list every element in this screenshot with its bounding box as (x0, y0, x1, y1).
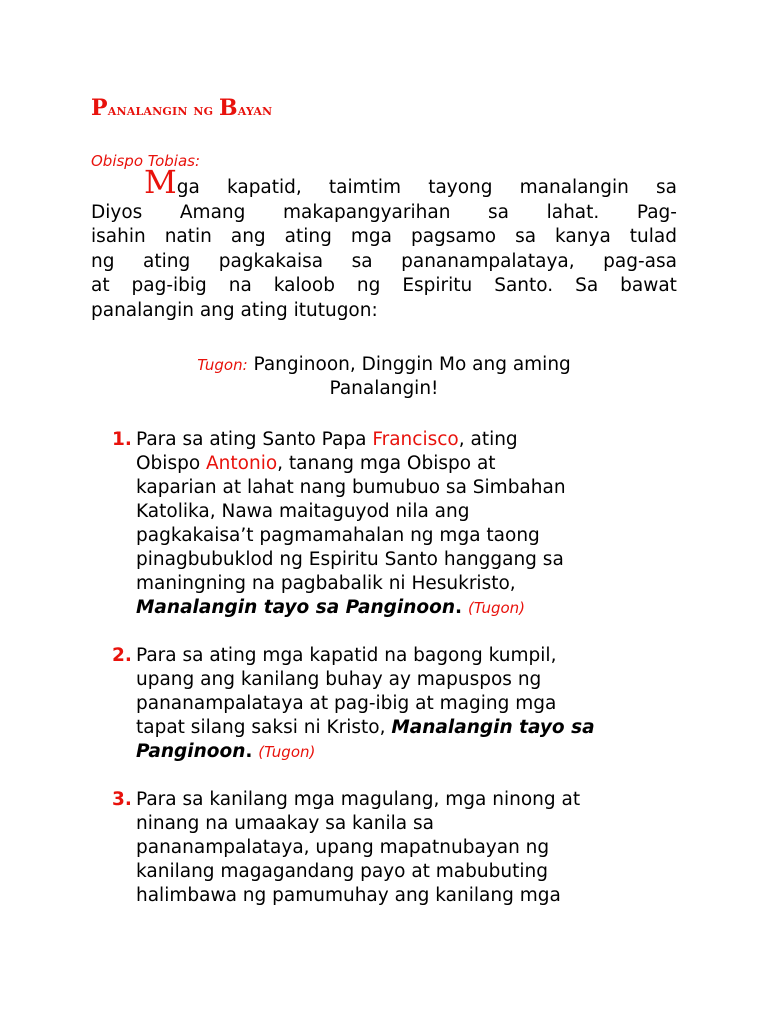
intro-word: Sa (575, 275, 599, 296)
petition-text: pananampalataya at pag-ibig at maging mga (136, 693, 557, 714)
intro-word: pag-asa (603, 250, 677, 272)
intro-word: mga (350, 226, 392, 247)
petition-line (136, 692, 698, 716)
intro-paragraph (91, 163, 677, 323)
intro-word: ang (230, 226, 266, 247)
intro-word: ating (142, 250, 191, 272)
petition-text: upang ang kanilang buhay ay mapuspos ng (136, 669, 542, 690)
intro-word: Espiritu (402, 275, 473, 296)
petition-item (112, 788, 698, 908)
intro-word: pananampalataya, (401, 250, 575, 272)
response-line-1: Panginoon, Dinggin Mo ang aming (253, 354, 571, 375)
intro-word: at (91, 275, 110, 296)
petition-item (112, 644, 698, 764)
petition-text: pinagbubuklod ng Espiritu Santo hanggang sa (136, 549, 564, 570)
intro-word: Amang (179, 201, 246, 223)
speaker-label: Obispo Tobias: (91, 152, 201, 170)
petition-text: Para sa ating mga kapatid na bagong kumpil, (136, 645, 557, 666)
petition-item (112, 428, 698, 620)
intro-word: pagsamo (410, 226, 497, 247)
petition-text: kanilang magagandang payo at mabubuting (136, 861, 548, 882)
intro-word: Diyos (91, 201, 143, 223)
petition-closing-line (136, 596, 698, 620)
petition-text: , ating (458, 429, 518, 450)
petition-text: Para sa kanilang mga magulang, mga ninong at (136, 789, 581, 810)
petition-line (136, 500, 698, 524)
intro-word: kaloob (273, 275, 335, 296)
petition-line (136, 812, 698, 836)
petition-text: ninang na umaakay sa kanila sa (136, 813, 434, 834)
closing-invocation: Manalangin tayo sa Panginoon (136, 597, 456, 618)
intro-line (91, 274, 677, 299)
intro-word: pagkakaisa (218, 250, 324, 272)
petition-line (136, 716, 698, 740)
petition-text: Katolika, Nawa maitaguyod nila ang (136, 501, 470, 522)
intro-word: lahat. (546, 201, 600, 223)
petition-line (136, 860, 698, 884)
petition-line (136, 668, 698, 692)
closing-invocation: Manalangin tayo sa (391, 717, 595, 738)
petition-closing-line (136, 740, 698, 764)
petition-line (136, 524, 698, 548)
response-label: Tugon: (197, 356, 248, 374)
closing-punctuation: . (455, 597, 463, 618)
petition-number: 3. (112, 789, 132, 810)
petitions-list (112, 428, 698, 932)
intro-word: taimtim (328, 177, 402, 198)
intro-word: ng (356, 275, 381, 296)
intro-line (91, 250, 677, 275)
intro-word: pag-ibig (131, 275, 207, 296)
intro-word: ng (91, 250, 115, 272)
petition-body (136, 788, 698, 908)
petition-body (136, 644, 698, 764)
intro-word: bawat (620, 275, 677, 296)
response-line-2: Panalangin! (329, 378, 439, 399)
petition-body (136, 428, 698, 620)
response-block (91, 353, 677, 401)
petition-line (136, 644, 698, 668)
petition-line (136, 428, 698, 452)
petition-text: maningning na pagbabalik ni Hesukristo, (136, 573, 516, 594)
petition-text: pagkakaisa’t pagmamahalan ng mga taong (136, 525, 540, 546)
petition-line (136, 788, 698, 812)
intro-word: kanya (555, 226, 611, 247)
intro-word: ating (284, 226, 332, 247)
intro-word: Pag- (636, 201, 677, 223)
intro-word: sa (515, 226, 537, 247)
response-cue: (Tugon) (467, 599, 526, 617)
petition-line (136, 884, 698, 908)
closing-invocation: Panginoon (136, 741, 246, 762)
intro-word: natin (164, 226, 212, 247)
intro-word: isahin (91, 226, 146, 247)
petition-text: pananampalataya, upang mapatnubayan ng (136, 837, 550, 858)
intro-word: Santo. (494, 275, 554, 296)
title-rest-1: analangin ng (107, 100, 219, 119)
intro-line (91, 163, 677, 201)
drop-cap: M (144, 163, 177, 201)
petition-number: 1. (112, 429, 132, 450)
petition-line (136, 572, 698, 596)
petition-line (136, 836, 698, 860)
intro-word: panalangin ang ating itutugon: (91, 299, 378, 321)
petition-text: kaparian at lahat nang bumubuo sa Simbahan (136, 477, 566, 498)
intro-word: sa (488, 201, 509, 223)
petition-text: tapat silang saksi ni Kristo, (136, 717, 392, 738)
intro-word: sa (655, 177, 677, 198)
highlighted-name: Francisco (372, 429, 459, 450)
petition-text: , tanang mga Obispo at (277, 453, 496, 474)
intro-line (91, 299, 677, 324)
intro-word: tayong (428, 177, 493, 198)
title-initial-2: B (218, 95, 238, 121)
title-initial-1: P (91, 95, 108, 121)
petition-line (136, 452, 698, 476)
intro-word: ga (176, 177, 200, 198)
petition-text: halimbawa ng pamumuhay ang kanilang mga (136, 885, 561, 906)
petition-line (136, 476, 698, 500)
petition-text: Obispo (136, 453, 207, 474)
intro-word: manalangin (519, 177, 629, 198)
intro-first-word (144, 163, 200, 201)
intro-word: kapatid, (226, 177, 302, 198)
petition-text: Para sa ating Santo Papa (136, 429, 373, 450)
petition-number: 2. (112, 645, 132, 666)
intro-word: na (228, 275, 252, 296)
intro-word: sa (351, 250, 373, 272)
closing-punctuation: . (245, 741, 253, 762)
intro-line (91, 225, 677, 250)
highlighted-name: Antonio (206, 453, 278, 474)
intro-word: makapangyarihan (282, 201, 451, 223)
petition-line (136, 548, 698, 572)
response-cue: (Tugon) (258, 743, 316, 761)
title-rest-2: ayan (237, 100, 273, 119)
intro-word: tulad (629, 226, 677, 247)
page-title (91, 95, 272, 121)
intro-line (91, 201, 677, 226)
